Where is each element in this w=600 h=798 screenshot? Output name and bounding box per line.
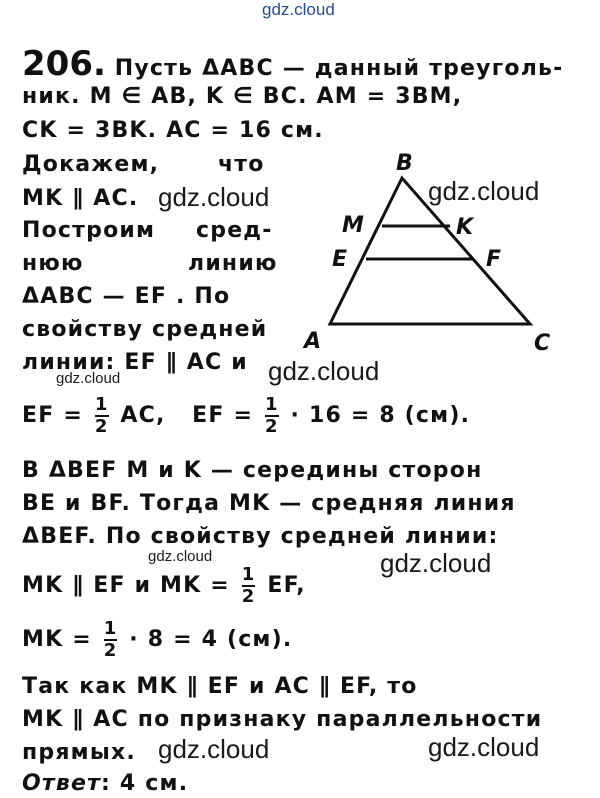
problem-line-7b: линию <box>188 251 278 276</box>
problem-line-12: В ΔBEF M и K — середины сторон <box>22 458 483 483</box>
watermark: gdz.cloud <box>380 548 492 578</box>
problem-line-1 <box>22 44 563 84</box>
problem-line-14: ΔBEF. По свойству средней линии: <box>22 524 499 549</box>
problem-line-8: ΔABC — EF . По <box>22 284 231 309</box>
watermark: gdz.cloud <box>148 548 213 565</box>
label-c: C <box>534 331 551 356</box>
watermark: gdz.cloud <box>56 370 121 387</box>
problem-line-18: MK ∥ AC по признаку параллельности <box>22 707 543 732</box>
fraction-half: $\frac{1}{2}$ <box>241 564 256 607</box>
answer <box>22 771 188 796</box>
label-e: E <box>332 247 348 272</box>
answer-label: Ответ <box>22 771 102 796</box>
fraction-half: $\frac{1}{2}$ <box>264 394 279 437</box>
problem-number: 206. <box>22 44 106 84</box>
label-m: M <box>342 213 364 238</box>
problem-line-6a: Построим <box>22 218 156 243</box>
problem-line-3: CK = 3BK. AC = 16 см. <box>22 118 324 143</box>
watermark: gdz.cloud <box>428 732 540 762</box>
label-b: B <box>396 151 413 176</box>
watermark-top: gdz.cloud <box>262 0 335 19</box>
problem-line-2: ник. M ∈ AB, K ∈ BC. AM = 3BM, <box>22 84 463 109</box>
answer-value: : 4 см. <box>101 771 189 796</box>
problem-line-13: BE и BF. Тогда MK — средняя линия <box>22 491 516 516</box>
formula-mk-ef: MK ∥ EF и MK = $\frac{1}{2}$ EF, <box>22 564 306 607</box>
watermark: gdz.cloud <box>158 182 270 212</box>
formula-ef: EF = $\frac{1}{2}$ AC, EF = $\frac{1}{2}$ · 16 = 8 (см). <box>22 394 471 437</box>
watermark: gdz.cloud <box>158 734 270 764</box>
fraction-half: $\frac{1}{2}$ <box>94 394 109 437</box>
formula-mk-value: MK = $\frac{1}{2}$ · 8 = 4 (см). <box>22 618 293 661</box>
watermark: gdz.cloud <box>428 176 540 206</box>
label-f: F <box>486 247 502 272</box>
label-k: K <box>456 215 474 240</box>
problem-text-1: Пусть ΔABC — данный треуголь- <box>114 56 564 81</box>
problem-line-10: линии: EF ∥ AC и <box>22 350 248 375</box>
problem-line-7a: нюю <box>22 251 84 276</box>
watermark: gdz.cloud <box>268 356 380 386</box>
problem-line-19: прямых. <box>22 740 136 765</box>
problem-line-6b: сред- <box>196 218 273 243</box>
problem-line-5: MK ∥ AC. <box>22 186 139 211</box>
fraction-half: $\frac{1}{2}$ <box>103 618 118 661</box>
label-a: A <box>304 329 322 354</box>
problem-line-4b: что <box>218 152 265 177</box>
problem-line-4a: Докажем, <box>22 152 160 177</box>
problem-line-17: Так как MK ∥ EF и AC ∥ EF, то <box>22 674 418 699</box>
problem-line-9: свойству средней <box>22 317 268 342</box>
